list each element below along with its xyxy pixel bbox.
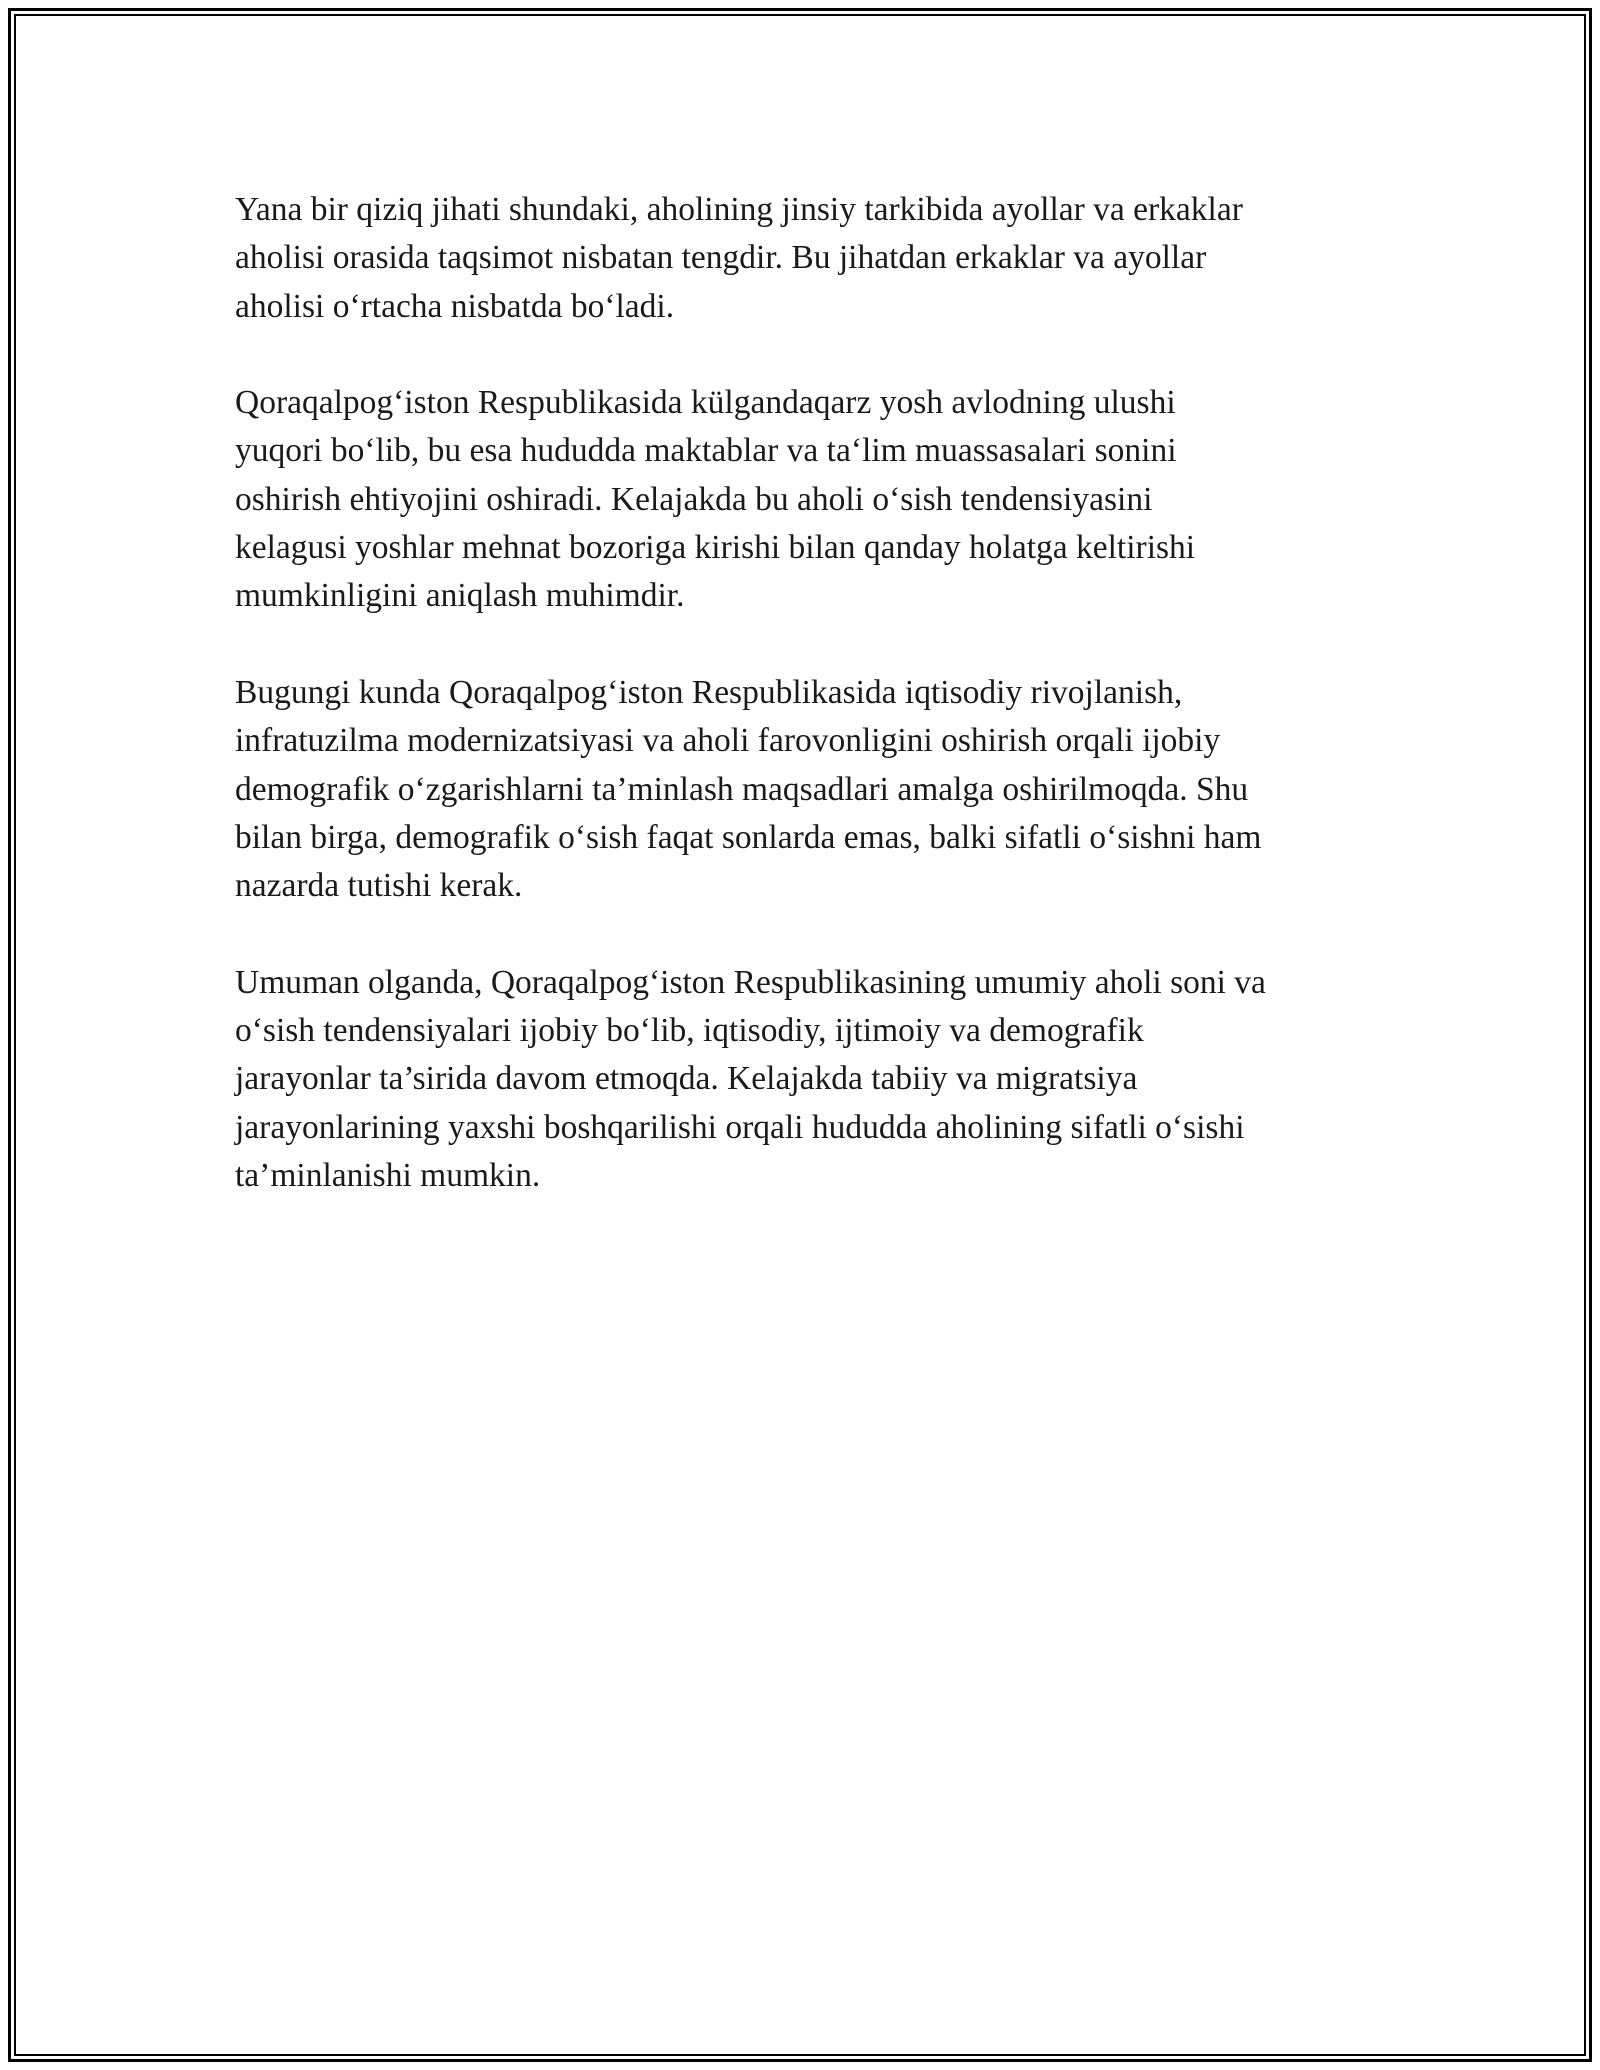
text-line: o‘sish tendensiyalari ijobiy bo‘lib, iqtisodiy, ijtimoiy va demografik xyxy=(235,1012,1144,1050)
paragraph-1 xyxy=(235,186,1385,331)
text-line: bilan birga, demografik o‘sish faqat sonlarda emas, balki sifatli o‘sishni ham xyxy=(235,818,1262,856)
text-line: Bugungi kunda Qoraqalpog‘iston Respublikasida iqtisodiy rivojlanish, xyxy=(235,673,1183,711)
text-line: mumkinligini aniqlash muhimdir. xyxy=(235,577,685,615)
text-line: Qoraqalpog‘iston Respublikasida külgandaqarz yosh avlodning ulushi xyxy=(235,384,1176,422)
text-line: kelagusi yoshlar mehnat bozoriga kirishi bilan qanday holatga keltirishi xyxy=(235,529,1196,567)
text-line: aholisi o‘rtacha nisbatda bo‘ladi. xyxy=(235,287,675,325)
text-line: nazarda tutishi kerak. xyxy=(235,867,523,905)
text-line: ta’minlanishi mumkin. xyxy=(235,1156,541,1194)
text-line: oshirish ehtiyojini oshiradi. Kelajakda bu aholi o‘sish tendensiyasini xyxy=(235,480,1153,518)
text-line: demografik o‘zgarishlarni ta’minlash maqsadlari amalga oshirilmoqda. Shu xyxy=(235,770,1249,808)
paragraph-2 xyxy=(235,379,1385,620)
paragraph-4 xyxy=(235,959,1385,1200)
text-line: aholisi orasida taqsimot nisbatan tengdir. Bu jihatdan erkaklar va ayollar xyxy=(235,239,1207,277)
text-line: Umuman olganda, Qoraqalpog‘iston Respublikasining umumiy aholi soni va xyxy=(235,963,1266,1001)
document-body xyxy=(235,186,1385,1249)
text-line: Yana bir qiziq jihati shundaki, aholining jinsiy tarkibida ayollar va erkaklar xyxy=(235,191,1243,228)
text-line: yuqori bo‘lib, bu esa hududda maktablar va ta‘lim muassasalari sonini xyxy=(235,432,1177,470)
text-line: jarayonlar ta’sirida davom etmoqda. Kelajakda tabiiy va migratsiya xyxy=(235,1060,1138,1098)
text-line: infratuzilma modernizatsiyasi va aholi farovonligini oshirish orqali ijobiy xyxy=(235,722,1221,760)
paragraph-3 xyxy=(235,669,1385,910)
text-line: jarayonlarining yaxshi boshqarilishi orqali hududda aholining sifatli o‘sishi xyxy=(235,1108,1245,1146)
